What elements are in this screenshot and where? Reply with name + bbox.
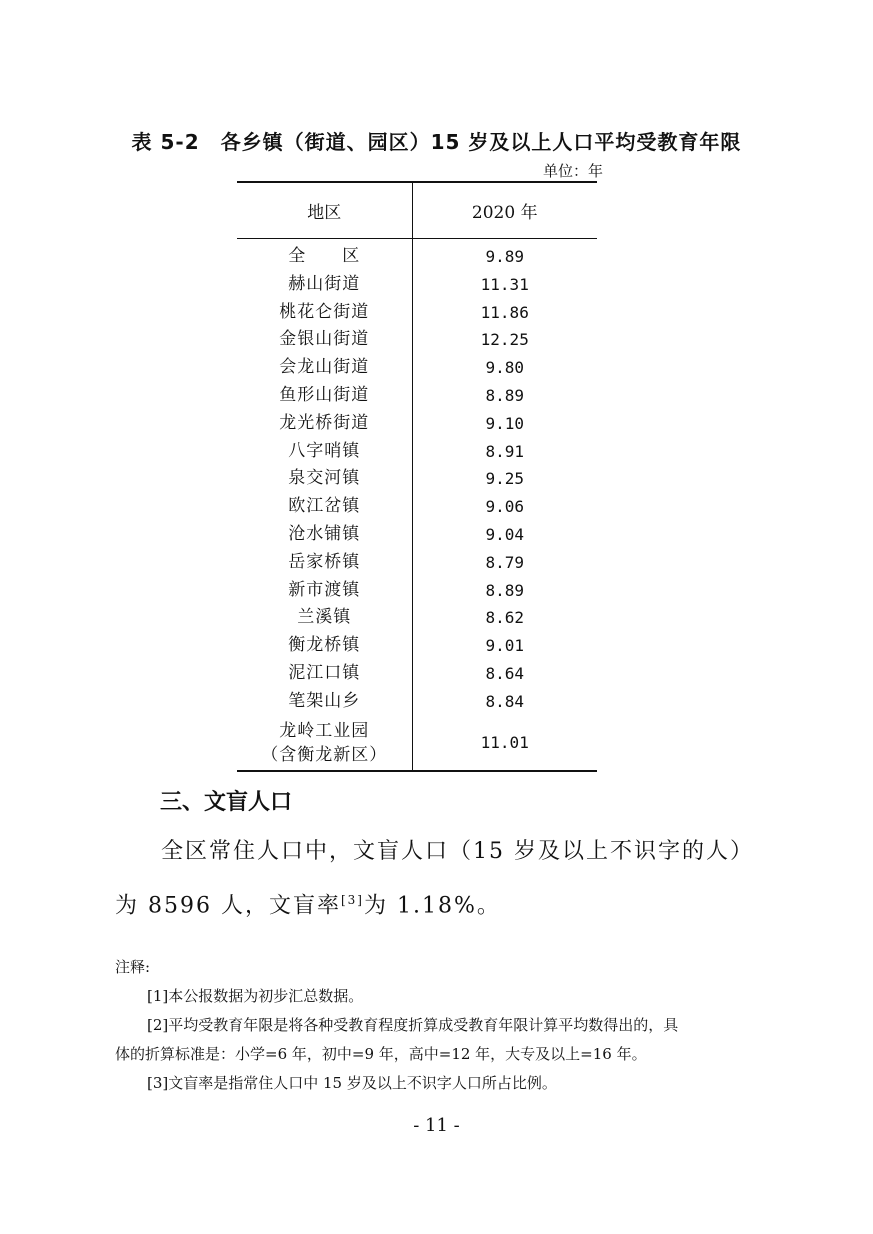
region-value: 8.89 — [485, 580, 525, 600]
region-value: 8.64 — [485, 663, 525, 683]
table-row — [237, 493, 597, 521]
table-row — [237, 271, 597, 299]
region-value: 9.25 — [485, 469, 525, 489]
note-item: [2]平均受教育年限是将各种受教育程度折算成受教育年限计算平均数得出的，具 — [147, 1016, 679, 1034]
table-row — [237, 465, 597, 493]
region-name: 欧江岔镇 — [237, 493, 412, 521]
region-value: 8.79 — [485, 552, 525, 572]
region-name: 衡龙桥镇 — [237, 632, 412, 660]
notes-block — [115, 953, 775, 1098]
region-name-line1: 龙岭工业园 — [279, 720, 370, 741]
region-name: 桃花仑街道 — [237, 299, 412, 327]
table-row — [237, 299, 597, 327]
notes-title: 注释: — [115, 958, 151, 976]
region-name: 笔架山乡 — [237, 688, 412, 716]
table-row — [237, 326, 597, 354]
region-value: 11.31 — [480, 274, 529, 294]
table-unit: 单位：年 — [542, 162, 603, 180]
note-item: [3]文盲率是指常住人口中 15 岁及以上不识字人口所占比例。 — [147, 1074, 557, 1092]
table-row — [237, 604, 597, 632]
header-year: 2020 年 — [412, 182, 597, 239]
region-name: 龙光桥街道 — [237, 410, 412, 438]
region-name: 兰溪镇 — [237, 604, 412, 632]
table-title: 表 5-2 各乡镇（街道、园区）15 岁及以上人口平均受教育年限 — [131, 130, 742, 154]
region-value: 8.84 — [485, 691, 525, 711]
section-heading: 三、文盲人口 — [160, 790, 293, 815]
table-row-last — [237, 716, 597, 771]
paragraph-text-end: 为 1.18%。 — [363, 893, 501, 919]
table-row — [237, 632, 597, 660]
region-value: 9.10 — [485, 413, 525, 433]
region-name: 会龙山街道 — [237, 354, 412, 382]
table-row — [237, 382, 597, 410]
region-value: 8.91 — [485, 441, 525, 461]
region-name: 金银山街道 — [237, 326, 412, 354]
region-value: 9.06 — [485, 497, 525, 517]
region-name: 泉交河镇 — [237, 465, 412, 493]
table-row — [237, 354, 597, 382]
region-name-multiline — [237, 716, 412, 771]
region-value: 9.89 — [485, 247, 525, 266]
region-name: 沧水铺镇 — [237, 521, 412, 549]
region-value: 8.62 — [485, 608, 525, 628]
table-row — [237, 660, 597, 688]
region-name: 新市渡镇 — [237, 577, 412, 605]
note-item: [1]本公报数据为初步汇总数据。 — [147, 987, 364, 1005]
paragraph-text: 全区常住人口中，文盲人口（15 岁及以上不识字的人）为 8596 人，文盲率 — [115, 839, 754, 919]
table-row — [237, 577, 597, 605]
region-value: 12.25 — [480, 330, 529, 350]
region-value: 9.80 — [485, 358, 525, 378]
header-region: 地区 — [237, 182, 412, 239]
region-value: 8.89 — [485, 385, 525, 405]
page-number: - 11 - — [413, 1115, 460, 1136]
region-name: 鱼形山街道 — [237, 382, 412, 410]
table-header-row — [237, 182, 597, 239]
region-value: 9.01 — [485, 636, 525, 656]
footnote-ref: [3] — [340, 893, 364, 907]
region-name: 泥江口镇 — [237, 660, 412, 688]
body-paragraph — [115, 828, 765, 930]
region-name: 全 区 — [237, 239, 412, 271]
region-value: 11.01 — [412, 716, 597, 771]
table-row — [237, 410, 597, 438]
region-name-line2: （含衡龙新区） — [261, 744, 388, 765]
region-value: 9.04 — [485, 524, 525, 544]
table-row — [237, 688, 597, 716]
education-years-table — [237, 181, 597, 772]
region-name: 赫山街道 — [237, 271, 412, 299]
table-row — [237, 521, 597, 549]
region-value: 11.86 — [480, 302, 529, 322]
note-item-continued: 体的折算标准是：小学=6 年，初中=9 年，高中=12 年，大专及以上=16 年。 — [115, 1045, 647, 1063]
table-row — [237, 549, 597, 577]
region-name: 岳家桥镇 — [237, 549, 412, 577]
region-name: 八字哨镇 — [237, 438, 412, 466]
table-row — [237, 239, 597, 271]
table-row — [237, 438, 597, 466]
